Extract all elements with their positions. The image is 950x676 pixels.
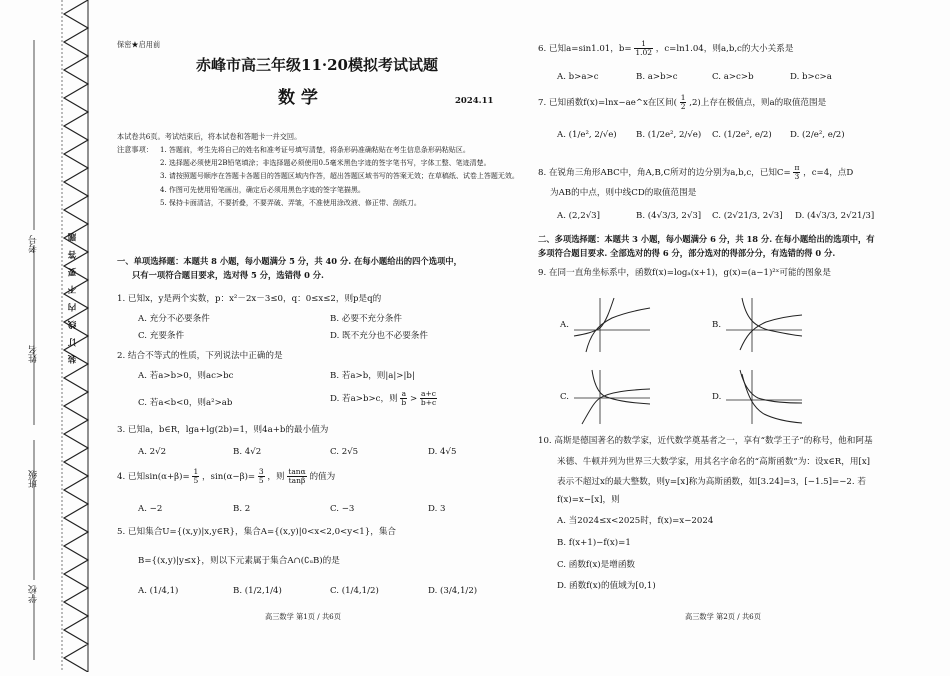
note-item: 2. 选择题必须使用2B铅笔填涂；非选择题必须使用0.5毫米黑色字迹的签字笔书写，字体工整、笔迹清楚。 (160, 159, 491, 168)
fraction (793, 164, 800, 181)
page-1-footer: 高三数学 第1页 / 共6页 (265, 612, 341, 621)
fraction-denominator: 1.02 (635, 48, 653, 57)
question-6-stem (538, 40, 793, 57)
question-8-stem-part: ，c=4，点D (803, 168, 854, 178)
question-2-option-d-prefix: D. 若a>b>c，则 (330, 394, 398, 404)
question-3-stem: 3. 已知a，b∈R，lga+lg(2b)=1，则4a+b的最小值为 (117, 425, 329, 435)
page-2-footer: 高三数学 第2页 / 共6页 (685, 612, 761, 621)
question-10-stem-line: 米德、牛顿并列为世界三大数学家，用其名字命名的“高斯函数”为：设x∈R，用[x] (557, 457, 871, 467)
fraction-denominator: b (401, 398, 407, 407)
section2-instructions-line2: 多项符合题目要求. 全部选对的得 6 分，部分选对的得部分分，有选错的得 0 分. (538, 248, 836, 258)
question-8-stem-line1 (538, 164, 853, 181)
question-10-option-a: A. 当2024≤x<2025时，f(x)=x−2024 (557, 516, 714, 526)
note-item: 4. 作图可先使用铅笔画出，确定后必须用黑色字迹的签字笔描黑。 (160, 185, 365, 194)
fraction (680, 94, 687, 111)
school-label: 学校 (29, 585, 39, 603)
question-1-option-b: B. 必要不充分条件 (330, 314, 402, 324)
question-2-stem: 2. 结合不等式的性质，下列说法中正确的是 (117, 351, 283, 361)
exam-title: 赤峰市高三年级11·20模拟考试试题 (196, 56, 438, 74)
question-10-stem-line: f(x)=x−[x]，则 (557, 495, 620, 505)
question-9-graph-b (724, 296, 804, 354)
question-5-option-b: B. (1/2,1/4) (233, 586, 282, 596)
question-1-option-a: A. 充分不必要条件 (138, 314, 210, 324)
question-3-option-a: A. 2√2 (138, 447, 167, 457)
fraction-numerator: 3 (258, 467, 264, 476)
fraction-denominator: 5 (258, 476, 264, 485)
question-10-option-c: C. 函数f(x)是增函数 (557, 560, 636, 570)
question-5-option-d: D. (3/4,1/2) (428, 586, 478, 596)
fraction-denominator: 2 (680, 102, 686, 111)
question-9-option-d-label: D. (712, 392, 722, 402)
fraction (400, 390, 407, 407)
note-item: 3. 请按照题号顺序在答题卡各题目的答题区域内作答，超出答题区域书写的答案无效；在草稿纸、试卷上答题无效。 (160, 172, 519, 181)
question-10-stem-line: 10. 高斯是德国著名的数学家，近代数学奠基者之一，享有“数学王子”的称号，他和阿基 (538, 436, 873, 446)
binding-margin (0, 0, 100, 672)
name-label: 姓名 (29, 345, 39, 363)
fraction-numerator: 1 (193, 467, 199, 476)
question-2-option-d (330, 390, 437, 407)
exam-number-label: 考号 (29, 235, 39, 253)
question-10-option-b: B. f(x+1)−f(x)=1 (557, 538, 631, 548)
question-7-option-a: A. (1/e², 2/√e) (557, 130, 617, 140)
section1-instructions-line1: 一、单项选择题：本题共 8 小题，每小题满分 5 分，共 40 分. 在每小题给出的四个选项中， (117, 256, 462, 266)
question-5-stem-line2: B={(x,y)|y≤x}，则以下元素属于集合A∩(∁ᵤB)的是 (138, 556, 340, 566)
fraction-numerator: 1 (634, 40, 653, 49)
question-7-stem (538, 94, 826, 111)
question-7-stem-part: ,2)上存在极值点，则a的取值范围是 (689, 98, 827, 108)
section1-instructions-line2: 只有一项符合题目要求，选对得 5 分，选错得 0 分. (132, 270, 324, 280)
question-4-option-a: A. −2 (138, 504, 163, 514)
question-7-stem-part: 7. 已知函数f(x)=lnx−ae^x在区间( (538, 98, 677, 108)
question-5-option-a: A. (1/4,1) (138, 586, 179, 596)
question-9-graph-c (572, 368, 652, 426)
question-8-option-d: D. (4√3/3, 2√21/3] (795, 211, 875, 221)
question-4-stem-part: 4. 已知sin(α+β)= (117, 472, 190, 482)
fraction (287, 468, 306, 485)
class-label: 班级 (29, 470, 39, 488)
question-8-stem-part: 8. 在锐角三角形ABC中，角A,B,C所对的边分别为a,b,c，已知C= (538, 168, 791, 178)
question-4-option-d: D. 3 (428, 504, 446, 514)
fraction-numerator: a (401, 389, 407, 398)
question-9-graph-d (724, 368, 804, 426)
question-2-option-c: C. 若a<b<0，则a²>ab (138, 398, 233, 408)
question-8-option-c: C. (2√21/3, 2√3] (712, 211, 783, 221)
fraction (420, 390, 437, 407)
fraction-denominator: 5 (193, 476, 199, 485)
question-9-option-a-label: A. (560, 320, 569, 330)
note-item: 5. 保持卡面清洁，不要折叠，不要弄破、弄皱，不准使用涂改液、修正带、刮纸刀。 (160, 198, 421, 207)
fraction-denominator: 3 (794, 172, 800, 181)
question-4-stem-part: ，则 (267, 472, 285, 482)
question-4-stem (117, 468, 335, 485)
question-4-option-b: B. 2 (233, 504, 251, 514)
fraction-numerator: 1 (680, 93, 686, 102)
question-8-option-b: B. (4√3/3, 2√3] (636, 211, 702, 221)
subject-heading: 数 学 (278, 88, 318, 108)
fraction-numerator: a+c (421, 389, 437, 398)
question-6-option-b: B. a>b>c (636, 72, 678, 82)
section2-instructions-line1: 二、多项选择题：本题共 3 小题，每小题满分 6 分，共 18 分. 在每小题给出的选项中，有 (538, 234, 875, 244)
question-2-option-b: B. 若a>b，则|a|>|b| (330, 371, 415, 381)
question-3-option-c: C. 2√5 (330, 447, 359, 457)
question-6-stem-part: ，c=ln1.04，则a,b,c的大小关系是 (655, 44, 794, 54)
question-1-stem: 1. 已知x，y是两个实数，p：x²－2x－3≤0，q：0≤x≤2，则p是q的 (117, 294, 382, 304)
fraction (258, 468, 265, 485)
question-6-option-a: A. b>a>c (557, 72, 599, 82)
question-9-option-c-label: C. (560, 392, 570, 402)
question-5-stem-line1: 5. 已知集合U={(x,y)|x,y∈R}，集合A={(x,y)|0<x<2,0<y<1}，集合 (117, 527, 397, 537)
question-3-option-b: B. 4√2 (233, 447, 262, 457)
question-7-option-d: D. (2/e², e/2) (790, 130, 845, 140)
question-5-option-c: C. (1/4,1/2) (330, 586, 379, 596)
question-9-graph-a (572, 296, 652, 354)
question-10-stem-line: 表示不超过x的最大整数，则y=[x]称为高斯函数，如[3.24]=3，[−1.5]=−2. 若 (557, 477, 866, 487)
exam-intro: 本试卷共6页。考试结束后，将本试卷和答题卡一并交回。 (117, 132, 302, 141)
question-6-stem-part: 6. 已知a=sin1.01，b= (538, 44, 632, 54)
question-6-option-d: D. b>c>a (790, 72, 832, 82)
greater-than-sign: > (409, 394, 418, 404)
fraction (192, 468, 199, 485)
question-1-option-c: C. 充要条件 (138, 331, 185, 341)
question-4-stem-part: 的值为 (309, 472, 336, 482)
question-6-option-c: C. a>c>b (712, 72, 754, 82)
question-3-option-d: D. 4√5 (428, 447, 457, 457)
question-9-option-b-label: B. (712, 320, 722, 330)
fraction-numerator: tanα (288, 467, 306, 476)
question-2-option-a: A. 若a>b>0，则ac>bc (138, 371, 234, 381)
fraction-numerator: π (794, 163, 800, 172)
question-10-option-d: D. 函数f(x)的值域为[0,1) (557, 581, 656, 591)
exam-date: 2024.11 (455, 96, 494, 106)
question-8-option-a: A. (2,2√3] (557, 211, 600, 221)
binding-zigzag-decoration (0, 0, 100, 672)
question-7-option-b: B. (1/2e², 2/√e) (636, 130, 702, 140)
question-9-stem: 9. 在同一直角坐标系中，函数f(x)=logₐ(x+1)，g(x)=(a−1)²ˣ可能的图象是 (538, 268, 831, 278)
question-7-option-c: C. (1/2e², e/2) (712, 130, 772, 140)
fraction-denominator: b+c (420, 398, 437, 407)
question-8-stem-line2: 为AB的中点，则中线CD的取值范围是 (550, 188, 697, 198)
fraction (634, 40, 653, 57)
question-4-option-c: C. −3 (330, 504, 355, 514)
seal-line-text: 装 订 线 内 不 要 答 题 (68, 230, 78, 364)
note-item: 1. 答题前，考生先将自己的姓名和准考证号填写清楚，将条形码准确粘贴在考生信息条形码粘贴区。 (160, 146, 470, 154)
notes-list (160, 145, 525, 208)
question-4-stem-part: ，sin(α−β)= (201, 472, 256, 482)
notes-label: 注意事项： (117, 145, 153, 154)
question-1-option-d: D. 既不充分也不必要条件 (330, 331, 428, 341)
fraction-denominator: tanβ (288, 476, 306, 485)
confidential-mark: 保密★启用前 (117, 40, 161, 49)
